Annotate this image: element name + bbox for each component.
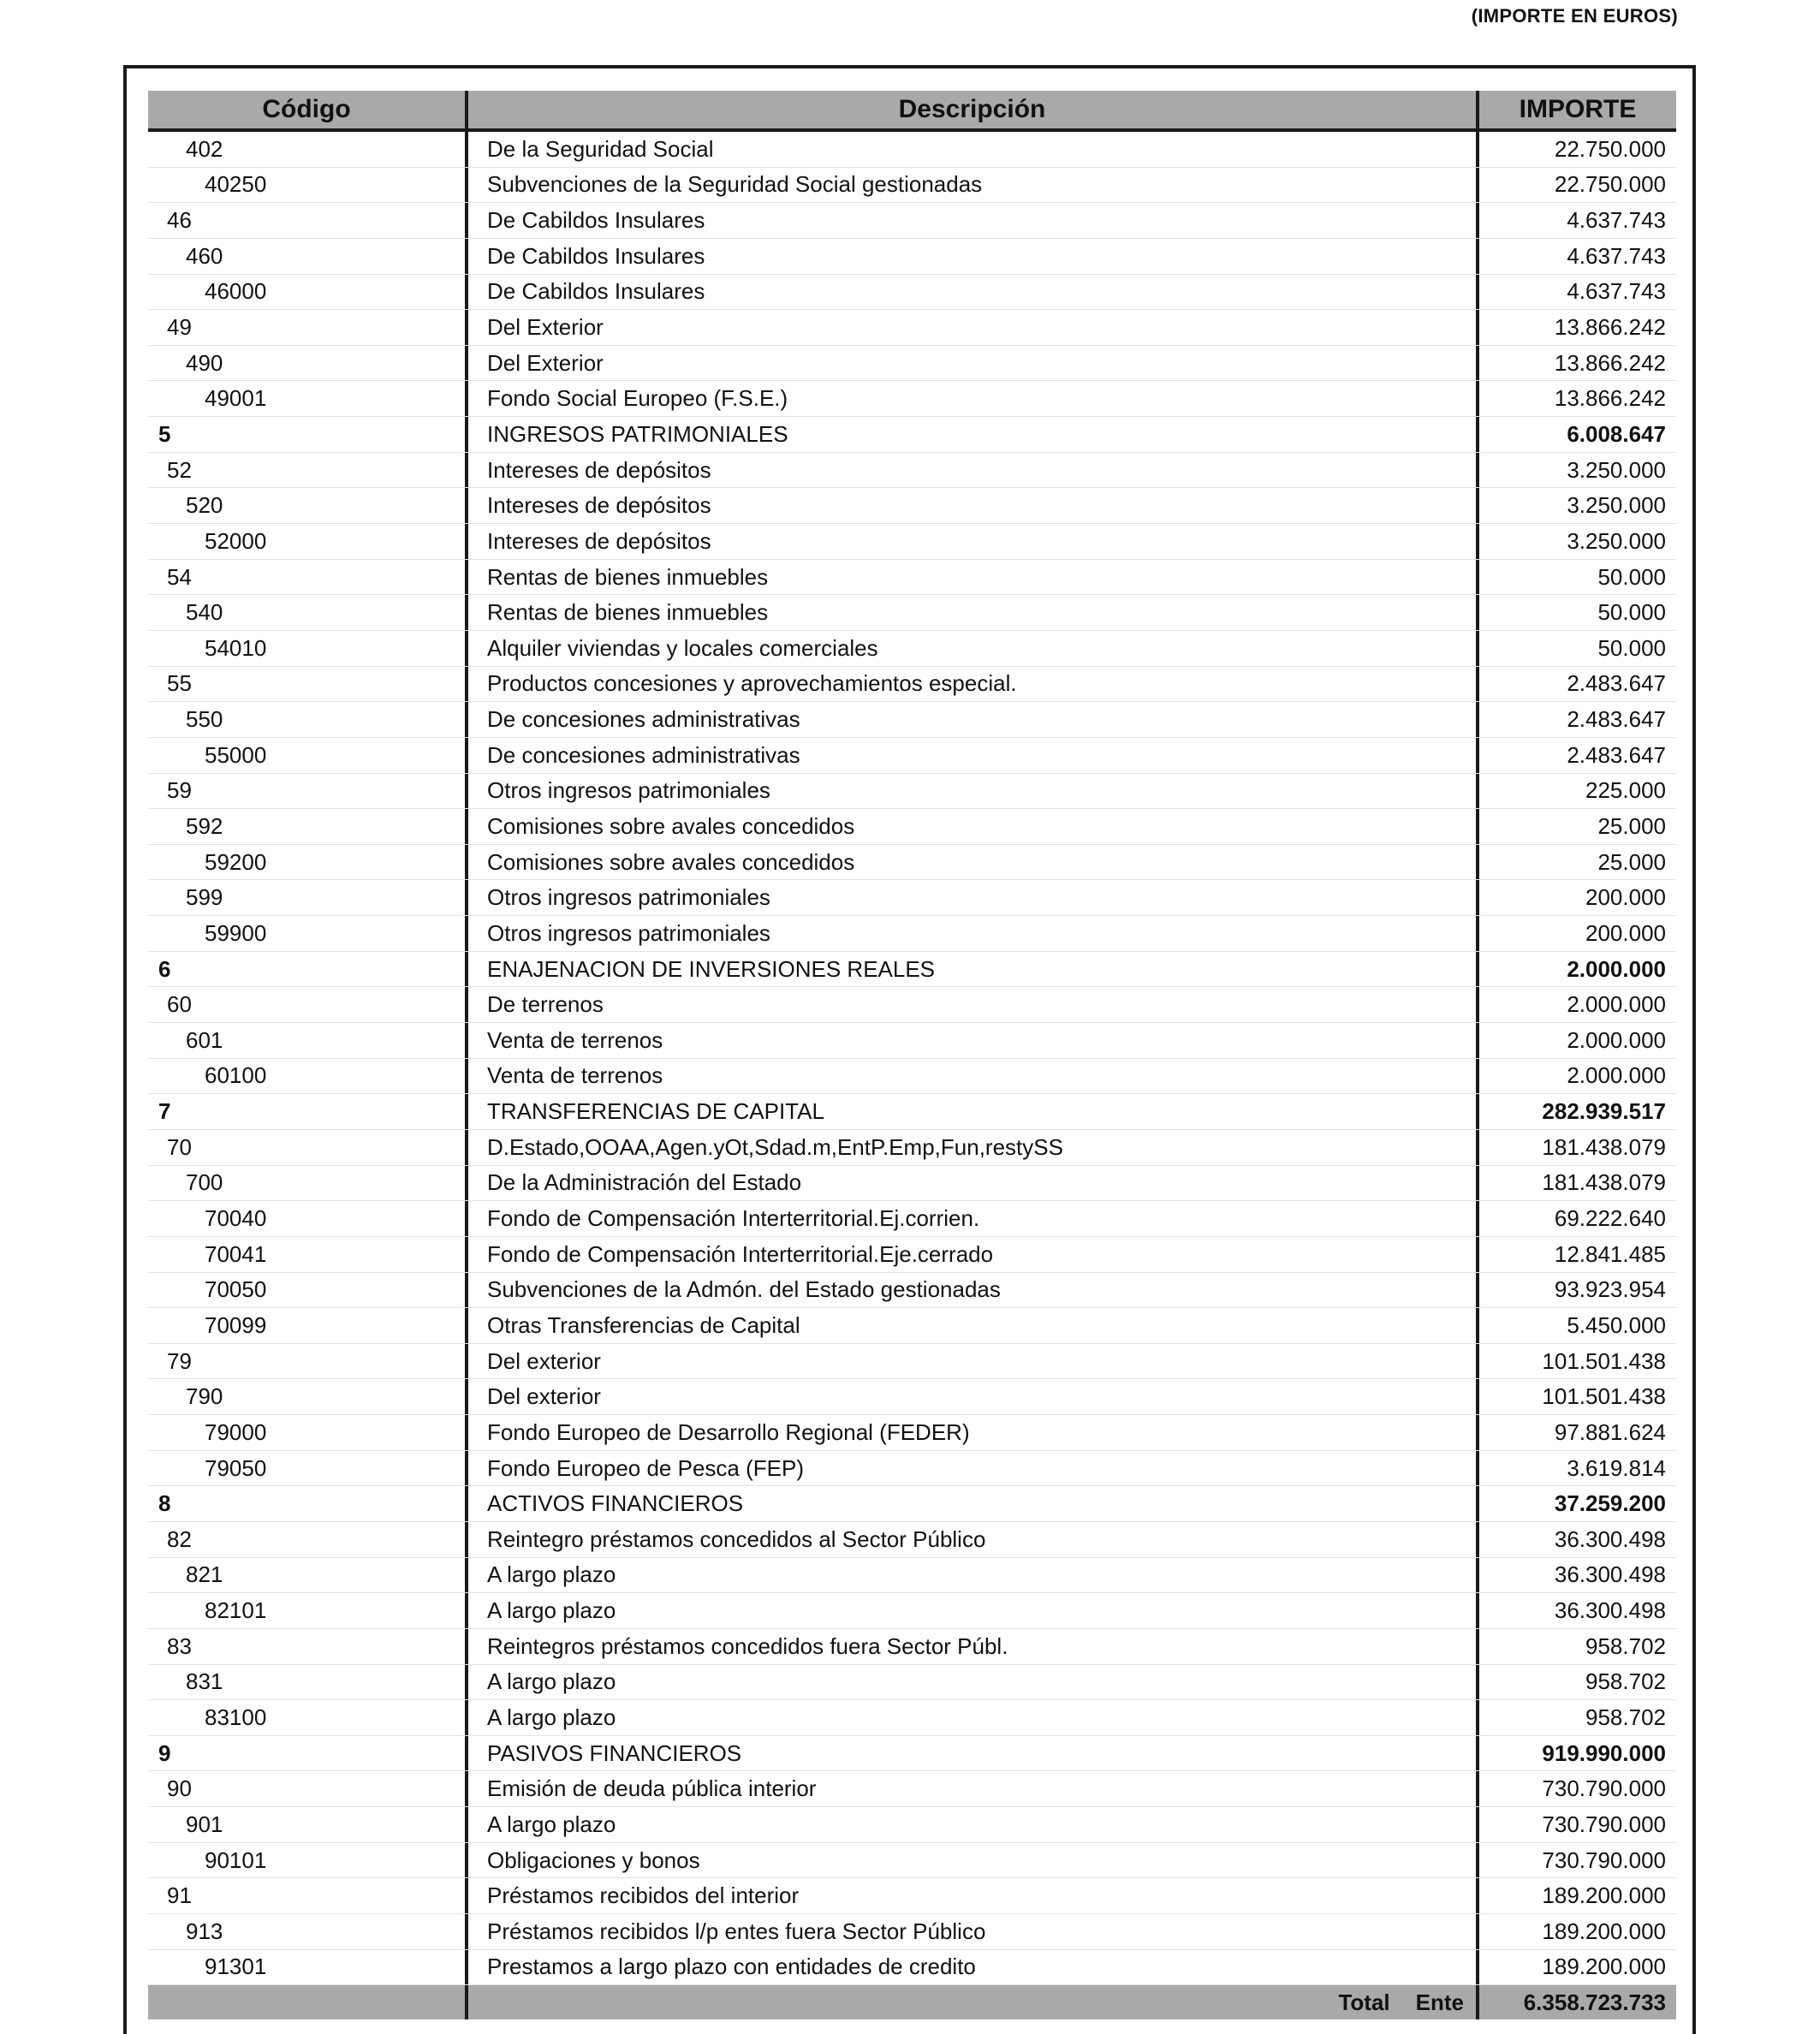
amount-cell: 3.619.814 [1567,1454,1666,1481]
code-cell: 59200 [148,845,468,880]
description-cell: Fondo Social Europeo (F.S.E.) [468,381,1479,416]
description-cell: A largo plazo [468,1665,1479,1700]
table-row [148,1201,1676,1237]
amount-cell: 200.000 [1585,919,1666,946]
description-cell: Emisión de deuda pública interior [468,1771,1479,1806]
table-row [148,417,1676,453]
table-row [148,845,1676,881]
table-row [148,310,1676,346]
table-row [148,667,1676,703]
amount-cell: 36.300.498 [1554,1561,1666,1588]
table-row [148,1415,1676,1451]
table-row [148,524,1676,560]
code-cell: 52 [148,453,468,488]
amount-cell: 189.200.000 [1542,1954,1666,1980]
table-row [148,1736,1676,1772]
budget-table [148,91,1676,2019]
description-cell: Otros ingresos patrimoniales [468,916,1479,951]
description-cell: De concesiones administrativas [468,738,1479,773]
amount-cell: 4.637.743 [1567,242,1666,269]
total-row [148,1985,1676,2019]
amount-cell: 181.438.079 [1542,1133,1666,1160]
code-cell: 831 [148,1665,468,1700]
code-cell: 6 [148,952,468,987]
code-cell: 592 [148,809,468,844]
code-cell: 821 [148,1558,468,1593]
code-cell: 83100 [148,1700,468,1735]
amount-cell: 25.000 [1597,848,1666,875]
amount-cell: 97.881.624 [1554,1418,1666,1445]
code-cell: 402 [148,132,468,167]
table-row [148,631,1676,667]
code-cell: 82101 [148,1593,468,1628]
amount-cell: 730.790.000 [1542,1775,1666,1802]
table-row [148,453,1676,489]
description-cell: PASIVOS FINANCIEROS [468,1736,1479,1771]
amount-cell: 2.000.000 [1567,991,1666,1018]
amount-cell: 958.702 [1585,1668,1666,1695]
amount-cell: 3.250.000 [1567,492,1666,519]
code-cell: 7 [148,1094,468,1129]
amount-cell: 12.841.485 [1554,1240,1666,1267]
code-cell: 46000 [148,275,468,310]
code-cell: 49 [148,310,468,345]
description-cell: A largo plazo [468,1593,1479,1628]
code-cell: 83 [148,1629,468,1664]
table-row [148,1771,1676,1807]
description-cell: Comisiones sobre avales concedidos [468,809,1479,844]
amount-cell: 200.000 [1585,884,1666,911]
amount-cell: 4.637.743 [1567,207,1666,234]
code-cell: 5 [148,417,468,452]
description-cell: Otros ingresos patrimoniales [468,774,1479,809]
amount-cell: 6.008.647 [1567,420,1666,447]
amount-cell: 2.483.647 [1567,741,1666,768]
code-cell: 60 [148,987,468,1022]
description-cell: Subvenciones de la Seguridad Social gestionadas [468,168,1479,203]
table-row [148,1344,1676,1380]
description-cell: Reintegros préstamos concedidos fuera Sector Públ. [468,1629,1479,1664]
description-cell: Préstamos recibidos del interior [468,1878,1479,1913]
description-cell: Venta de terrenos [468,1023,1479,1058]
code-cell: 550 [148,702,468,737]
code-cell: 90 [148,1771,468,1806]
code-cell: 70099 [148,1308,468,1343]
description-cell: Fondo Europeo de Pesca (FEP) [468,1451,1479,1486]
table-row [148,1059,1676,1095]
amount-cell: 730.790.000 [1542,1847,1666,1873]
table-row [148,1023,1676,1059]
description-cell: De terrenos [468,987,1479,1022]
description-cell: Subvenciones de la Admón. del Estado gestionadas [468,1273,1479,1308]
description-cell: De Cabildos Insulares [468,239,1479,274]
amount-cell: 2.483.647 [1567,706,1666,733]
code-cell: 70050 [148,1273,468,1308]
code-cell: 46 [148,203,468,238]
table-row [148,168,1676,204]
description-cell: Fondo Europeo de Desarrollo Regional (FEDER) [468,1415,1479,1450]
table-row [148,1451,1676,1487]
description-cell: Intereses de depósitos [468,453,1479,488]
table-row [148,346,1676,382]
description-cell: ACTIVOS FINANCIEROS [468,1486,1479,1521]
code-cell: 59 [148,774,468,809]
code-cell: 79 [148,1344,468,1379]
description-cell: D.Estado,OOAA,Agen.yOt,Sdad.m,EntP.Emp,Fun,restySS [468,1130,1479,1165]
amount-cell: 181.438.079 [1542,1169,1666,1196]
description-cell: Otras Transferencias de Capital [468,1308,1479,1343]
description-cell: A largo plazo [468,1807,1479,1842]
description-cell: Rentas de bienes inmuebles [468,560,1479,595]
description-cell: ENAJENACION DE INVERSIONES REALES [468,952,1479,987]
amount-cell: 730.790.000 [1542,1811,1666,1837]
table-row [148,916,1676,952]
amount-cell: 50.000 [1597,563,1666,590]
description-cell: De Cabildos Insulares [468,203,1479,238]
code-cell: 91 [148,1878,468,1913]
table-header [148,91,1676,132]
table-row [148,1130,1676,1166]
table-row [148,987,1676,1023]
code-cell: 82 [148,1522,468,1557]
table-body [148,132,1676,1985]
total-code-cell [148,1985,468,2019]
table-row [148,1593,1676,1629]
amount-cell: 2.483.647 [1567,670,1666,697]
amount-cell: 37.259.200 [1554,1490,1666,1517]
amount-cell: 22.750.000 [1554,171,1666,198]
table-row [148,1950,1676,1986]
code-cell: 91301 [148,1950,468,1985]
code-cell: 90101 [148,1843,468,1878]
description-cell: Del exterior [468,1344,1479,1379]
amount-cell: 3.250.000 [1567,527,1666,554]
unit-note: (IMPORTE EN EUROS) [1471,5,1678,27]
code-cell: 55000 [148,738,468,773]
table-row [148,1486,1676,1522]
amount-cell: 2.000.000 [1567,1026,1666,1053]
code-cell: 540 [148,595,468,630]
amount-cell: 5.450.000 [1567,1311,1666,1338]
description-cell: Del exterior [468,1379,1479,1414]
code-cell: 54010 [148,631,468,666]
amount-cell: 36.300.498 [1554,1526,1666,1552]
description-cell: Fondo de Compensación Interterritorial.Eje.cerrado [468,1237,1479,1272]
table-row [148,1166,1676,1202]
description-cell: Intereses de depósitos [468,524,1479,559]
header-description: Descripción [468,91,1479,128]
description-cell: Del Exterior [468,346,1479,381]
table-row [148,1843,1676,1879]
table-row [148,1558,1676,1594]
amount-cell: 13.866.242 [1554,385,1666,412]
code-cell: 70041 [148,1237,468,1272]
amount-cell: 958.702 [1585,1704,1666,1730]
amount-cell: 919.990.000 [1542,1740,1666,1766]
code-cell: 599 [148,880,468,915]
code-cell: 60100 [148,1059,468,1094]
description-cell: Prestamos a largo plazo con entidades de credito [468,1950,1479,1985]
code-cell: 79000 [148,1415,468,1450]
table-row [148,1914,1676,1950]
code-cell: 700 [148,1166,468,1201]
code-cell: 8 [148,1486,468,1521]
table-row [148,275,1676,311]
description-cell: Rentas de bienes inmuebles [468,595,1479,630]
code-cell: 54 [148,560,468,595]
description-cell: Alquiler viviendas y locales comerciales [468,631,1479,666]
table-row [148,1308,1676,1344]
table-row [148,1807,1676,1843]
description-cell: Otros ingresos patrimoniales [468,880,1479,915]
amount-cell: 93.923.954 [1554,1276,1666,1303]
table-row [148,1700,1676,1736]
total-label-entity: Ente [1415,1989,1464,2015]
header-amount: IMPORTE [1519,95,1637,123]
description-cell: De la Seguridad Social [468,132,1479,167]
code-cell: 913 [148,1914,468,1949]
code-cell: 79050 [148,1451,468,1486]
description-cell: Préstamos recibidos l/p entes fuera Sector Público [468,1914,1479,1949]
amount-cell: 2.000.000 [1567,955,1666,982]
description-cell: De la Administración del Estado [468,1166,1479,1201]
description-cell: Productos concesiones y aprovechamientos especial. [468,667,1479,702]
header-code: Código [148,91,468,128]
table-row [148,1273,1676,1309]
amount-cell: 282.939.517 [1542,1098,1666,1125]
amount-cell: 69.222.640 [1554,1205,1666,1232]
code-cell: 55 [148,667,468,702]
amount-cell: 50.000 [1597,599,1666,626]
description-cell: Fondo de Compensación Interterritorial.Ej.corrien. [468,1201,1479,1236]
amount-cell: 13.866.242 [1554,349,1666,376]
table-row [148,809,1676,845]
description-cell: Venta de terrenos [468,1059,1479,1094]
description-cell: A largo plazo [468,1700,1479,1735]
table-row [148,239,1676,275]
table-row [148,1878,1676,1914]
amount-cell: 25.000 [1597,812,1666,839]
description-cell: Obligaciones y bonos [468,1843,1479,1878]
amount-cell: 13.866.242 [1554,314,1666,341]
table-row [148,1379,1676,1415]
table-row [148,595,1676,631]
table-row [148,738,1676,774]
description-cell: Intereses de depósitos [468,488,1479,523]
amount-cell: 225.000 [1585,777,1666,804]
description-cell: De concesiones administrativas [468,702,1479,737]
code-cell: 52000 [148,524,468,559]
table-row [148,1522,1676,1558]
total-amount: 6.358.723.733 [1523,1989,1666,2015]
description-cell: A largo plazo [468,1558,1479,1593]
code-cell: 460 [148,239,468,274]
amount-cell: 4.637.743 [1567,278,1666,305]
total-label [468,1985,1479,2019]
amount-cell: 101.501.438 [1542,1347,1666,1374]
table-row [148,774,1676,810]
description-cell: TRANSFERENCIAS DE CAPITAL [468,1094,1479,1129]
table-row [148,381,1676,417]
code-cell: 9 [148,1736,468,1771]
table-row [148,880,1676,916]
description-cell: Reintegro préstamos concedidos al Sector Público [468,1522,1479,1557]
table-row [148,560,1676,596]
code-cell: 901 [148,1807,468,1842]
table-row [148,1237,1676,1273]
description-cell: De Cabildos Insulares [468,275,1479,310]
code-cell: 70040 [148,1201,468,1236]
code-cell: 520 [148,488,468,523]
total-label-word: Total [1338,1989,1390,2015]
code-cell: 790 [148,1379,468,1414]
amount-cell: 2.000.000 [1567,1062,1666,1089]
amount-cell: 50.000 [1597,634,1666,661]
amount-cell: 189.200.000 [1542,1882,1666,1909]
code-cell: 40250 [148,168,468,203]
description-cell: Del Exterior [468,310,1479,345]
table-row [148,702,1676,738]
code-cell: 49001 [148,381,468,416]
code-cell: 490 [148,346,468,381]
amount-cell: 36.300.498 [1554,1597,1666,1624]
amount-cell: 3.250.000 [1567,456,1666,483]
code-cell: 601 [148,1023,468,1058]
table-row [148,132,1676,168]
table-row [148,488,1676,524]
amount-cell: 189.200.000 [1542,1918,1666,1944]
description-cell: INGRESOS PATRIMONIALES [468,417,1479,452]
table-row [148,1665,1676,1701]
code-cell: 70 [148,1130,468,1165]
table-row [148,1094,1676,1130]
description-cell: Comisiones sobre avales concedidos [468,845,1479,880]
code-cell: 59900 [148,916,468,951]
table-row [148,1629,1676,1665]
amount-cell: 958.702 [1585,1633,1666,1659]
table-row [148,952,1676,988]
amount-cell: 22.750.000 [1554,135,1666,162]
table-row [148,203,1676,239]
amount-cell: 101.501.438 [1542,1383,1666,1410]
